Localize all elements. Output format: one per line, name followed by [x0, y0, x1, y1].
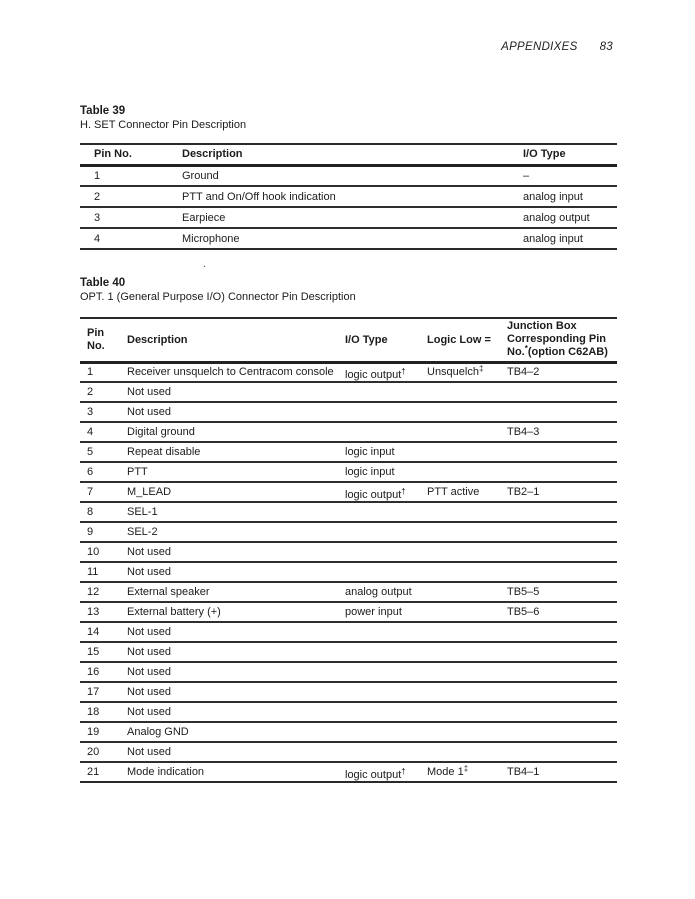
cell-junction-pin: [504, 502, 617, 522]
cell-pin: 3: [87, 406, 94, 418]
cell-logic-low: [424, 742, 504, 762]
cell-logic-low: [424, 662, 504, 682]
table-row: [80, 542, 617, 562]
cell-pin: 2: [94, 190, 101, 203]
cell-logic-low: [424, 462, 504, 482]
cell-logic-low: Mode 1‡: [427, 764, 469, 778]
cell-junction-pin: [504, 622, 617, 642]
cell-description: Receiver unsquelch to Centracom console: [127, 366, 334, 379]
cell-io-type: [340, 742, 424, 762]
table-row: [80, 402, 617, 422]
cell-logic-low: [424, 522, 504, 542]
stray-mark: .: [203, 258, 207, 270]
cell-description: Analog GND: [127, 726, 189, 738]
table-row: [80, 186, 617, 207]
table40-subtitle: OPT. 1 (General Purpose I/O) Connector Pin Description: [80, 291, 356, 303]
table40-col-pin: [80, 318, 120, 362]
running-header-title: APPENDIXES: [501, 41, 578, 53]
table39-header-row: [80, 144, 617, 165]
cell-pin: 3: [94, 211, 101, 224]
cell-io-type: [340, 622, 424, 642]
cell-io-type: [340, 702, 424, 722]
table-row: [80, 228, 617, 249]
table-row: [80, 702, 617, 722]
cell-junction-pin: [504, 702, 617, 722]
cell-description: Not used: [127, 546, 172, 558]
table40-col-io: I/O Type: [345, 333, 388, 346]
table-row: [80, 165, 617, 186]
cell-io-type: [340, 642, 424, 662]
cell-description: Not used: [127, 386, 172, 398]
cell-junction-pin: [504, 642, 617, 662]
cell-logic-low: [424, 622, 504, 642]
table-row: [80, 562, 617, 582]
cell-description: Not used: [127, 626, 172, 638]
cell-io-type: logic input: [345, 466, 395, 478]
cell-pin: 14: [87, 626, 100, 638]
table40-col-junction-line2: Corresponding Pin: [507, 333, 606, 346]
table40-title: Table 40: [80, 277, 126, 289]
cell-junction-pin: TB4–1: [507, 766, 540, 778]
cell-io-type: [340, 722, 424, 742]
cell-pin: 12: [87, 586, 100, 598]
cell-junction-pin: [504, 462, 617, 482]
cell-pin: 7: [87, 486, 94, 498]
table-row: [80, 642, 617, 662]
cell-logic-low: [424, 722, 504, 742]
table-row: [80, 482, 617, 502]
cell-pin: 11: [87, 566, 99, 578]
table-row: [80, 742, 617, 762]
table40: [80, 317, 617, 783]
cell-io-type: logic input: [345, 446, 395, 458]
cell-description: Not used: [127, 686, 172, 698]
cell-description: SEL-1: [127, 506, 158, 518]
cell-logic-low: [424, 582, 504, 602]
cell-description: Mode indication: [127, 766, 205, 778]
cell-junction-pin: TB2–1: [507, 486, 540, 498]
cell-description: Not used: [127, 706, 172, 718]
cell-junction-pin: [504, 402, 617, 422]
cell-pin: 19: [87, 726, 100, 738]
cell-pin: 6: [87, 466, 94, 478]
table40-col-pin-line2: No.: [87, 339, 105, 352]
cell-io-type: analog input: [523, 190, 583, 203]
table40-header-row: [80, 318, 617, 362]
cell-description: M_LEAD: [127, 486, 172, 498]
table39-title: Table 39: [80, 105, 126, 117]
cell-io-type: logic output†: [345, 767, 406, 781]
cell-io-type: [340, 402, 424, 422]
table40-col-logic: Logic Low =: [427, 333, 491, 346]
cell-logic-low: [424, 642, 504, 662]
cell-pin: 5: [87, 446, 94, 458]
cell-logic-low: [424, 402, 504, 422]
cell-pin: 1: [87, 366, 94, 379]
table-row: [80, 602, 617, 622]
cell-junction-pin: [504, 442, 617, 462]
table-row: [80, 762, 617, 782]
cell-description: Digital ground: [127, 426, 195, 438]
table39-body: [80, 165, 617, 249]
table40-col-pin-line1: Pin: [87, 326, 105, 339]
table39-col-pin: Pin No.: [94, 148, 132, 161]
cell-pin: 18: [87, 706, 100, 718]
cell-pin: 20: [87, 746, 100, 758]
running-header: [501, 41, 613, 53]
cell-io-type: analog output: [523, 211, 590, 224]
cell-io-type: logic output†: [345, 367, 406, 382]
cell-logic-low: [424, 682, 504, 702]
cell-pin: 16: [87, 666, 100, 678]
cell-junction-pin: [504, 562, 617, 582]
table-row: [80, 522, 617, 542]
table-row: [80, 622, 617, 642]
cell-description: External speaker: [127, 586, 210, 598]
cell-logic-low: [424, 602, 504, 622]
table39-col-description: Description: [182, 148, 243, 161]
cell-logic-low: [424, 502, 504, 522]
cell-logic-low: [424, 442, 504, 462]
cell-pin: 1: [94, 169, 101, 182]
cell-junction-pin: TB4–2: [507, 366, 540, 379]
cell-pin: 10: [87, 546, 100, 558]
cell-logic-low: [424, 562, 504, 582]
cell-logic-low: [424, 542, 504, 562]
cell-io-type: power input: [345, 606, 402, 618]
table40-col-junction-line3: No.*(option C62AB): [507, 344, 608, 359]
table-row: [80, 382, 617, 402]
table-row: [80, 722, 617, 742]
table-row: [80, 362, 617, 382]
cell-pin: 4: [87, 426, 94, 438]
table-row: [80, 442, 617, 462]
cell-junction-pin: [504, 682, 617, 702]
cell-junction-pin: [504, 542, 617, 562]
cell-io-type: [340, 562, 424, 582]
cell-io-type: [340, 682, 424, 702]
table39-subtitle: H. SET Connector Pin Description: [80, 119, 247, 131]
table40-col-description: Description: [127, 333, 188, 346]
cell-io-type: analog output: [345, 586, 412, 598]
cell-description: Repeat disable: [127, 446, 201, 458]
cell-description: Not used: [127, 746, 172, 758]
cell-junction-pin: [504, 722, 617, 742]
cell-pin: 4: [94, 232, 101, 245]
cell-logic-low: [424, 382, 504, 402]
table39-caption: [80, 104, 246, 132]
cell-description: Earpiece: [182, 211, 226, 224]
table40-col-junction: [504, 318, 617, 362]
cell-logic-low: Unsquelch‡: [427, 364, 484, 379]
cell-pin: 13: [87, 606, 100, 618]
cell-pin: 17: [87, 686, 100, 698]
cell-description: Not used: [127, 566, 172, 578]
cell-description: SEL-2: [127, 526, 158, 538]
cell-io-type: [340, 662, 424, 682]
cell-io-type: [340, 522, 424, 542]
table-row: [80, 502, 617, 522]
cell-io-type: –: [523, 169, 530, 182]
cell-junction-pin: TB4–3: [507, 426, 540, 438]
cell-description: PTT and On/Off hook indication: [182, 190, 336, 203]
cell-pin: 9: [87, 526, 94, 538]
cell-io-type: [340, 422, 424, 442]
cell-description: External battery (+): [127, 606, 221, 618]
cell-description: PTT: [127, 466, 148, 478]
table40-body: [80, 362, 617, 782]
cell-junction-pin: TB5–5: [507, 586, 540, 598]
table40-caption: [80, 276, 356, 304]
cell-junction-pin: [504, 662, 617, 682]
cell-description: Not used: [127, 406, 172, 418]
cell-io-type: [340, 542, 424, 562]
cell-description: Not used: [127, 646, 172, 658]
cell-junction-pin: [504, 742, 617, 762]
table-row: [80, 422, 617, 442]
table-row: [80, 682, 617, 702]
cell-io-type: logic output†: [345, 487, 406, 501]
table-row: [80, 662, 617, 682]
cell-io-type: [340, 382, 424, 402]
table-row: [80, 462, 617, 482]
cell-junction-pin: [504, 382, 617, 402]
cell-logic-low: [424, 702, 504, 722]
cell-logic-low: PTT active: [427, 486, 480, 498]
table39: [80, 143, 617, 250]
cell-pin: 8: [87, 506, 94, 518]
cell-description: Microphone: [182, 232, 240, 245]
cell-pin: 21: [87, 766, 100, 778]
cell-io-type: analog input: [523, 232, 583, 245]
cell-pin: 2: [87, 386, 94, 398]
table39-col-io: I/O Type: [523, 148, 566, 161]
table-row: [80, 582, 617, 602]
footnote-asterisk: *: [524, 344, 528, 354]
cell-junction-pin: TB5–6: [507, 606, 540, 618]
cell-description: Ground: [182, 169, 219, 182]
cell-io-type: [340, 502, 424, 522]
cell-logic-low: [424, 422, 504, 442]
page-number: 83: [599, 41, 613, 53]
cell-pin: 15: [87, 646, 100, 658]
table-row: [80, 207, 617, 228]
cell-junction-pin: [504, 522, 617, 542]
cell-description: Not used: [127, 666, 172, 678]
table40-col-junction-line1: Junction Box: [507, 320, 577, 333]
